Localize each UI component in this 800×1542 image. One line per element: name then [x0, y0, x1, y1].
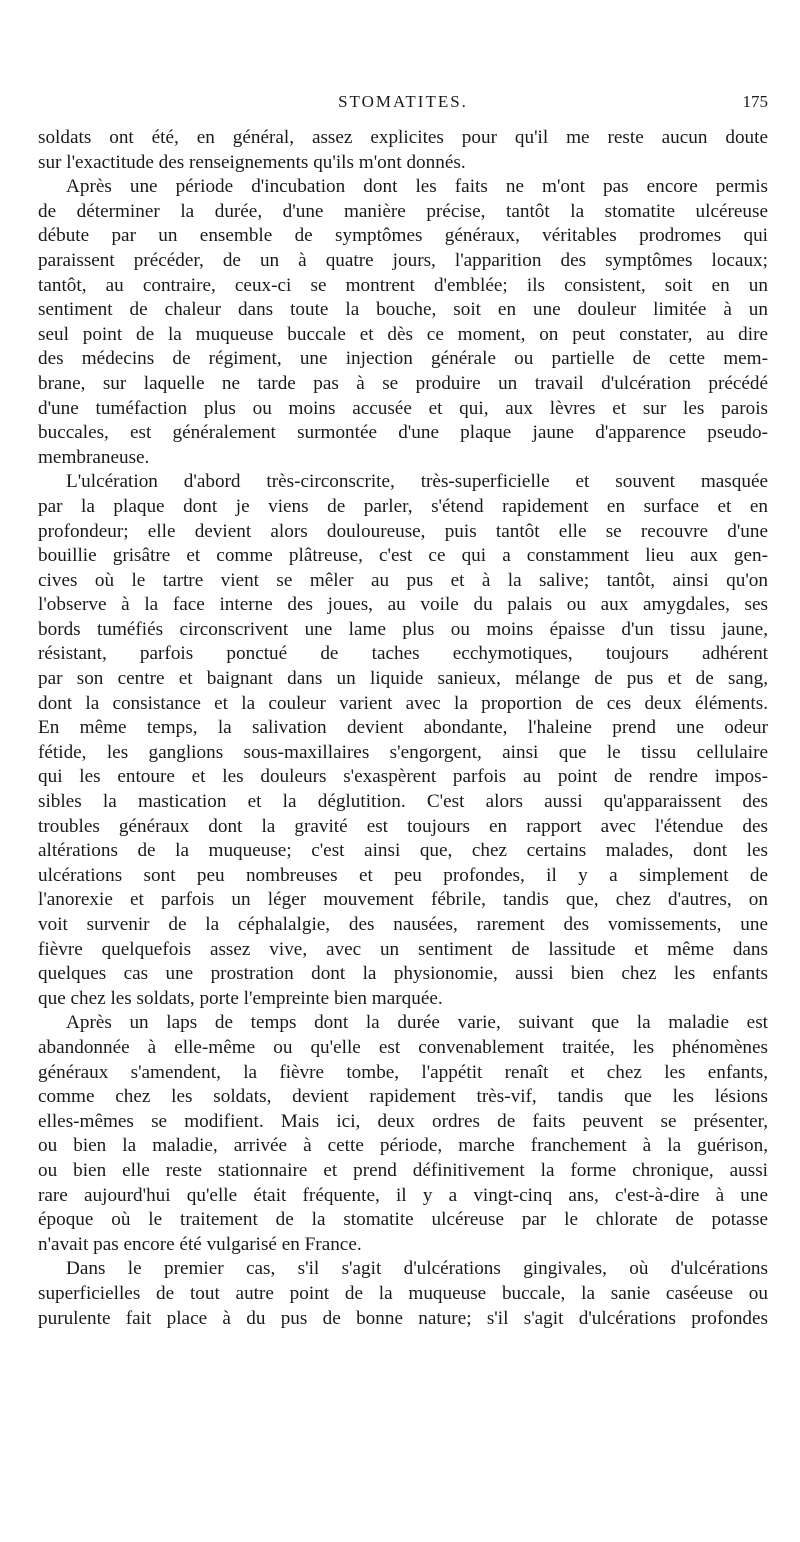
text-line: paraissent précéder, de un à quatre jours, l'apparition des symptômes locaux; [38, 249, 768, 271]
text-line: bords tuméfiés circonscrivent une lame plus ou moins épaisse d'un tissu jaune, [38, 618, 768, 640]
text-line: troubles généraux dont la gravité est toujours en rapport avec l'étendue des [38, 815, 768, 837]
text-line: superficielles de tout autre point de la muqueuse buccale, la sanie caséeuse ou [38, 1282, 768, 1304]
text-line: buccales, est généralement surmontée d'une plaque jaune d'apparence pseudo- [38, 422, 768, 444]
text-line: Après un laps de temps dont la durée varie, suivant que la maladie est [66, 1012, 768, 1034]
text-line: généraux s'amendent, la fièvre tombe, l'appétit renaît et chez les enfants, [38, 1061, 768, 1083]
text-line: sibles la mastication et la déglutition. C'est alors aussi qu'apparaissent des [38, 791, 768, 813]
text-line: En même temps, la salivation devient abondante, l'haleine prend une odeur [38, 717, 768, 739]
paragraph [38, 470, 768, 1011]
text-line: que chez les soldats, porte l'empreinte bien marquée. [38, 987, 443, 1009]
text-line: débute par un ensemble de symptômes généraux, véritables prodromes qui [38, 225, 768, 247]
text-line: l'anorexie et parfois un léger mouvement fébrile, tandis que, chez d'autres, on [38, 889, 768, 911]
page-number: 175 [742, 92, 768, 111]
running-title: STOMATITES. [338, 92, 468, 111]
text-line: abandonnée à elle-même ou qu'elle est convenablement traitée, les phénomènes [38, 1036, 768, 1058]
body-text [38, 126, 768, 1331]
text-line: sentiment de chaleur dans toute la bouche, soit en une douleur limitée à un [38, 299, 768, 321]
paragraph [38, 1011, 768, 1257]
text-line: purulente fait place à du pus de bonne nature; s'il s'agit d'ulcérations profondes [38, 1307, 768, 1329]
text-line: d'une tuméfaction plus ou moins accusée et qui, aux lèvres et sur les parois [38, 397, 768, 419]
paragraph [38, 1257, 768, 1331]
text-line: époque où le traitement de la stomatite ulcéreuse par le chlorate de potasse [38, 1209, 768, 1231]
text-line: voit survenir de la céphalalgie, des nausées, rarement des vomissements, une [38, 914, 768, 935]
text-line: profondeur; elle devient alors douloureuse, puis tantôt elle se recouvre d'une [38, 520, 768, 542]
text-line: comme chez les soldats, devient rapidement très-vif, tandis que les lésions [38, 1086, 768, 1108]
text-line: Dans le premier cas, s'il s'agit d'ulcérations gingivales, où d'ulcérations [66, 1258, 768, 1280]
text-line: cives où le tartre vient se mêler au pus et à la salive; tantôt, ainsi qu'on [38, 569, 768, 591]
text-line: soldats ont été, en général, assez explicites pour qu'il me reste aucun doute [38, 127, 768, 148]
text-line: n'avait pas encore été vulgarisé en France. [38, 1233, 362, 1255]
text-line: L'ulcération d'abord très-circonscrite, très-superficielle et souvent masquée [66, 471, 768, 493]
text-line: l'observe à la face interne des joues, au voile du palais ou aux amygdales, ses [38, 594, 768, 616]
text-line: altérations de la muqueuse; c'est ainsi que, chez certains malades, dont les [38, 840, 768, 862]
text-line: ulcérations sont peu nombreuses et peu profondes, il y a simplement de [38, 864, 768, 886]
text-line: par la plaque dont je viens de parler, s'étend rapidement en surface et en [38, 495, 768, 517]
text-line: des médecins de régiment, une injection générale ou partielle de cette mem- [38, 348, 768, 370]
text-line: rare aujourd'hui qu'elle était fréquente, il y a vingt-cinq ans, c'est-à-dire à une [38, 1184, 768, 1206]
text-line: fièvre quelquefois assez vive, avec un sentiment de lassitude et même dans [38, 938, 768, 960]
text-line: sur l'exactitude des renseignements qu'ils m'ont donnés. [38, 151, 466, 173]
text-line: seul point de la muqueuse buccale et dès ce moment, on peut constater, au dire [38, 323, 768, 345]
text-line: ou bien la maladie, arrivée à cette période, marche franchement à la guérison, [38, 1135, 768, 1157]
text-line: dont la consistance et la couleur varient avec la proportion de ces deux éléments. [38, 692, 768, 714]
text-line: par son centre et baignant dans un liquide sanieux, mélange de pus et de sang, [38, 668, 768, 690]
running-head [38, 92, 768, 116]
text-line: membraneuse. [38, 446, 150, 468]
text-line: fétide, les ganglions sous-maxillaires s'engorgent, ainsi que le tissu cellulaire [38, 741, 768, 763]
text-line: de déterminer la durée, d'une manière précise, tantôt la stomatite ulcéreuse [38, 200, 768, 222]
text-line: résistant, parfois ponctué de taches ecchymotiques, toujours adhérent [38, 643, 768, 665]
paragraph [38, 175, 768, 470]
text-line: elles-mêmes se modifient. Mais ici, deux ordres de faits peuvent se présenter, [38, 1110, 768, 1132]
text-line: ou bien elle reste stationnaire et prend définitivement la forme chronique, aussi [38, 1159, 768, 1181]
text-line: quelques cas une prostration dont la physionomie, aussi bien chez les enfants [38, 963, 768, 985]
text-line: brane, sur laquelle ne tarde pas à se produire un travail d'ulcération précédé [38, 372, 768, 394]
text-line: tantôt, au contraire, ceux-ci se montrent d'emblée; ils consistent, soit en un [38, 274, 768, 296]
text-line: Après une période d'incubation dont les faits ne m'ont pas encore permis [66, 176, 768, 198]
text-line: bouillie grisâtre et comme plâtreuse, c'est ce qui a constamment lieu aux gen- [38, 545, 768, 567]
text-line: qui les entoure et les douleurs s'exaspèrent parfois au point de rendre impos- [38, 766, 768, 788]
paragraph [38, 126, 768, 175]
